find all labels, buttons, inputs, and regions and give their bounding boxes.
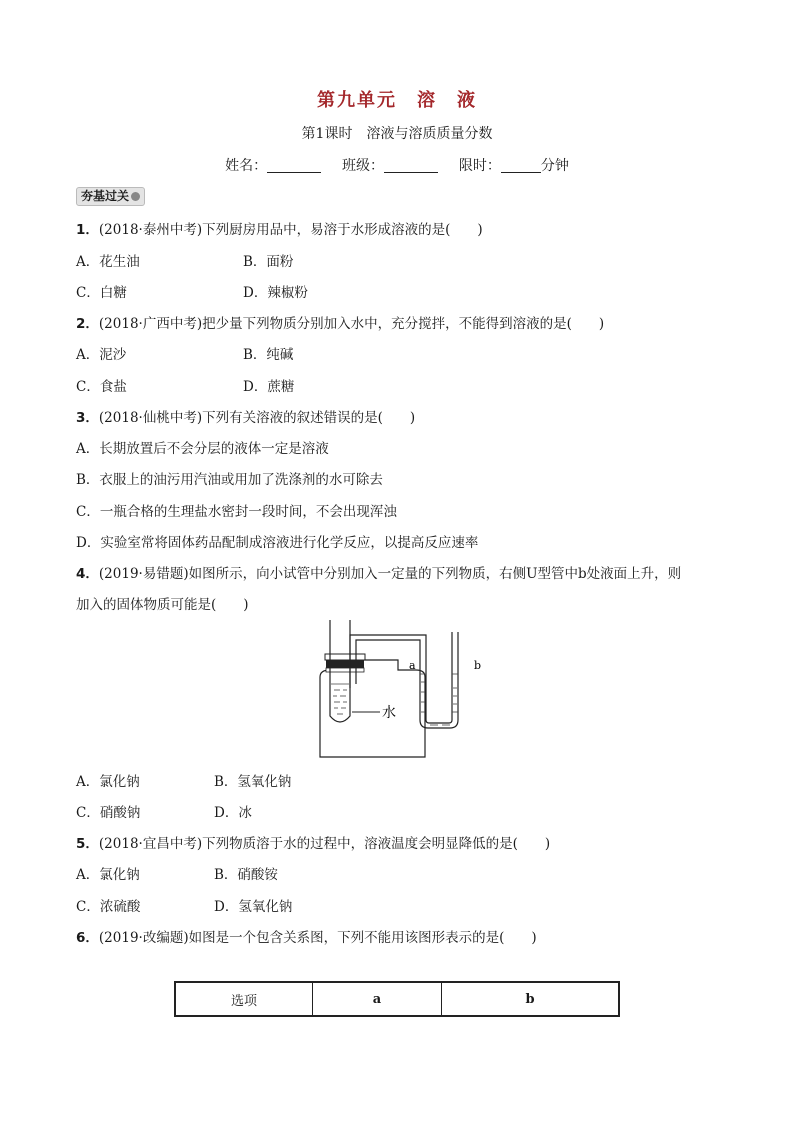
question-6: [76, 926, 537, 946]
class-blank[interactable]: [384, 158, 438, 173]
option-c[interactable]: C．食盐: [76, 379, 127, 395]
stopper-black: [326, 660, 364, 668]
option-b[interactable]: B．氢氧化钠: [214, 774, 292, 790]
time-label: 限时：: [458, 158, 501, 174]
option-c[interactable]: C．浓硫酸: [76, 899, 141, 915]
lesson-subtitle: 第1课时 溶液与溶质质量分数: [301, 126, 493, 142]
class-label: 班级：: [342, 158, 384, 174]
student-info-line: [0, 155, 794, 175]
name-blank[interactable]: [267, 158, 321, 173]
question-2: [76, 312, 604, 332]
u-tube-outer: [356, 632, 458, 728]
table-header-cell: b: [442, 982, 620, 1016]
table-header-cell: a: [313, 982, 442, 1016]
option-a[interactable]: A．氯化钠: [76, 867, 140, 883]
option-b[interactable]: B．纯碱: [243, 347, 294, 363]
question-4: [76, 562, 681, 582]
question-3: [76, 406, 415, 426]
options-table: [174, 981, 620, 1017]
question-4-stem-continued: 加入的固体物质可能是( ): [76, 597, 249, 613]
option-c[interactable]: C．白糖: [76, 285, 127, 301]
option-c[interactable]: C．硝酸钠: [76, 805, 141, 821]
u-tube-inner: [350, 632, 452, 723]
option-b[interactable]: B．衣服上的油污用汽油或用加了洗涤剂的水可除去: [76, 472, 383, 488]
option-a[interactable]: A．泥沙: [76, 347, 127, 363]
question-1: [76, 218, 483, 238]
question-number: 5．: [76, 836, 99, 852]
option-d[interactable]: D．辣椒粉: [243, 285, 308, 301]
option-b[interactable]: B．硝酸铵: [214, 867, 278, 883]
question-number: 3．: [76, 410, 99, 426]
question-stem: (2018·广西中考)把少量下列物质分别加入水中，充分搅拌，不能得到溶液的是( ): [98, 316, 605, 332]
table-header-row: [175, 982, 619, 1016]
figure-label-b: b: [474, 659, 482, 672]
question-stem: (2018·宜昌中考)下列物质溶于水的过程中，溶液温度会明显降低的是( ): [98, 836, 551, 852]
question-5: [76, 832, 550, 852]
section-badge: [76, 187, 145, 206]
unit-title: 第九单元 溶 液: [317, 90, 477, 111]
question-number: 4．: [76, 566, 99, 582]
question-number: 6．: [76, 930, 99, 946]
question-stem: (2019·易错题)如图所示，向小试管中分别加入一定量的下列物质，右侧U型管中b处液面上升，则: [98, 566, 682, 582]
section-badge-label: 夯基过关: [81, 189, 130, 203]
bottle-outline: [320, 660, 425, 757]
stopper-bottom: [326, 668, 364, 672]
option-d[interactable]: D．冰: [214, 805, 252, 821]
question-stem: (2018·泰州中考)下列厨房用品中，易溶于水形成溶液的是( ): [98, 222, 483, 238]
stopper-top: [325, 654, 365, 660]
question-stem: (2019·改编题)如图是一个包含关系图，下列不能用该图形表示的是( ): [98, 930, 537, 946]
option-a[interactable]: A．氯化钠: [76, 774, 140, 790]
option-d[interactable]: D．氢氧化钠: [214, 899, 293, 915]
option-d[interactable]: D．蔗糖: [243, 379, 295, 395]
option-a[interactable]: A．长期放置后不会分层的液体一定是溶液: [76, 441, 329, 457]
name-label: 姓名：: [225, 158, 268, 174]
time-unit: 分钟: [540, 158, 569, 174]
test-tube-liquid: [331, 684, 349, 714]
question-stem: (2018·仙桃中考)下列有关溶液的叙述错误的是( ): [98, 410, 416, 426]
figure-label-water: 水: [382, 705, 396, 721]
option-a[interactable]: A．花生油: [76, 254, 140, 270]
time-blank[interactable]: [501, 158, 541, 173]
question-number: 2．: [76, 316, 99, 332]
option-d[interactable]: D．实验室常将固体药品配制成溶液进行化学反应，以提高反应速率: [76, 535, 479, 551]
question-number: 1．: [76, 222, 99, 238]
table-header-cell: 选项: [175, 982, 313, 1016]
option-c[interactable]: C．一瓶合格的生理盐水密封一段时间，不会出现浑浊: [76, 504, 397, 520]
figure-label-a: a: [409, 659, 416, 672]
badge-dot-icon: [131, 192, 140, 201]
apparatus-figure: [300, 612, 500, 762]
option-b[interactable]: B．面粉: [243, 254, 294, 270]
